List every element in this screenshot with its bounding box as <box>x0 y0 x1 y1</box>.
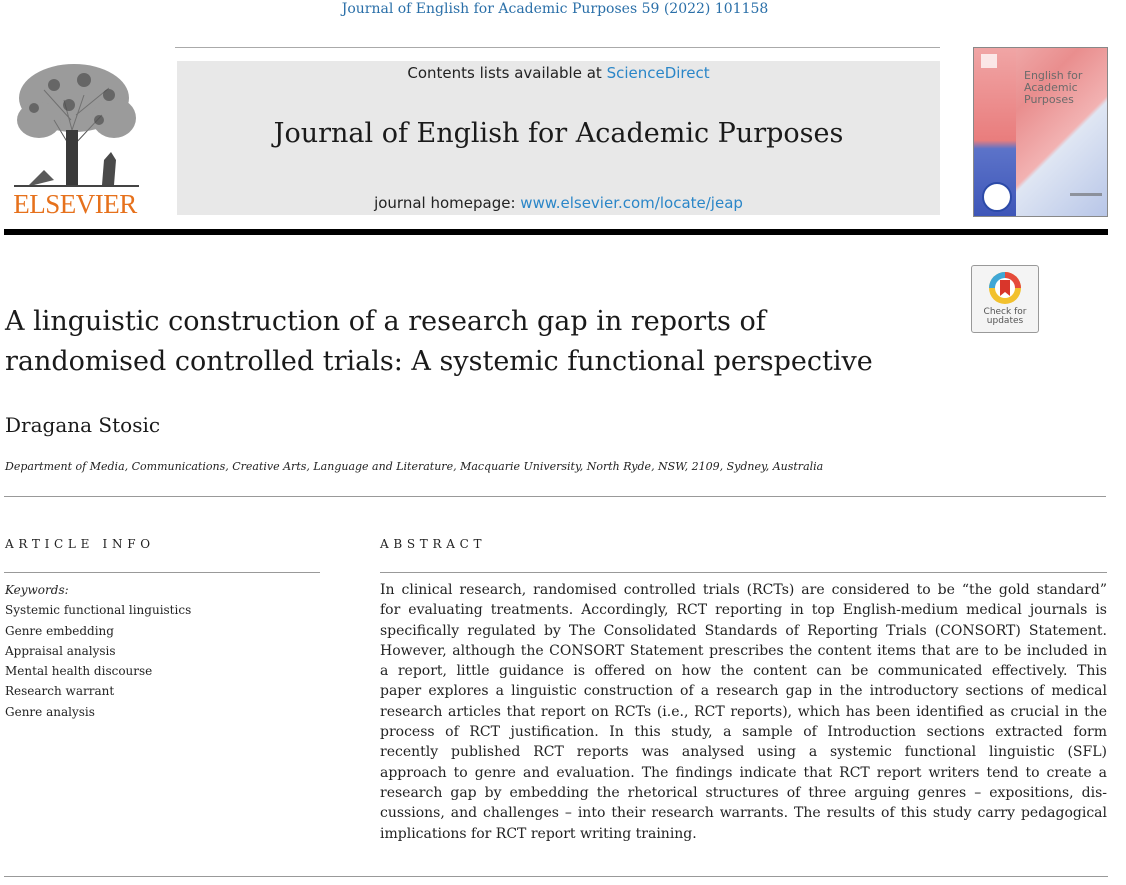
homepage-link[interactable]: www.elsevier.com/locate/jeap <box>520 194 743 212</box>
keyword-item: Genre embedding <box>5 623 114 638</box>
abstract-line: However, although the CONSORT Statement prescribes the content items that are to be included in <box>380 642 1107 659</box>
keyword-item: Genre analysis <box>5 704 95 719</box>
cover-title-line: English for <box>1024 69 1083 82</box>
cover-title-line: Academic <box>1024 81 1078 94</box>
publisher-wordmark: ELSEVIER <box>13 189 137 219</box>
abstract-line: research articles that report on RCTs (i.e., RCT reports), which has been identified as crucial in the <box>380 703 1107 720</box>
abstract-line: cussions, and challenges – into their research warrants. The results of this study carry pedagogical <box>380 805 1107 822</box>
abstract-line: paper explores a linguistic construction of a research gap in the introductory sections of medical <box>380 683 1107 700</box>
cover-title-line: Purposes <box>1024 93 1074 106</box>
cover-imprint-mark <box>1070 193 1102 196</box>
title-line: randomised controlled trials: A systemic functional perspective <box>5 346 873 377</box>
contents-prefix: Contents lists available at <box>407 64 602 82</box>
top-rule <box>175 47 940 48</box>
keyword-item: Systemic functional linguistics <box>5 603 192 618</box>
abstract-line: a report, little guidance is offered on how the content can be communicated effectively. This <box>380 663 1107 680</box>
abstract-rule <box>380 572 1107 573</box>
contents-line <box>177 63 940 83</box>
keyword-item: Appraisal analysis <box>5 643 116 658</box>
keywords-label: Keywords: <box>5 583 69 597</box>
elsevier-tree-icon <box>14 60 139 188</box>
abstract-body <box>380 580 1107 844</box>
article-info-heading: ARTICLE INFO <box>5 537 155 551</box>
abstract-line: approach to genre and evaluation. The findings indicate that RCT report writers tend to create a <box>380 764 1107 781</box>
abstract-line: for evaluating treatments. Accordingly, RCT reporting in top English-medium medical journals is <box>380 602 1107 619</box>
abstract-line: research gap by embedding the rhetorical structures of three arguing genres – expositions, dis- <box>380 784 1107 801</box>
cover-title <box>1024 70 1104 106</box>
check-for-updates-button[interactable] <box>971 265 1039 333</box>
check-label-line: updates <box>986 316 1024 326</box>
abstract-heading: ABSTRACT <box>380 537 487 551</box>
keywords-list <box>5 580 325 722</box>
abstract-line: recently published RCT reports was analysed using a systemic functional linguistic (SFL) <box>380 744 1107 761</box>
cover-elsevier-logo-icon <box>981 54 997 68</box>
author-name[interactable]: Dragana Stosic <box>5 413 161 437</box>
crossmark-icon <box>987 270 1023 306</box>
keyword-item: Mental health discourse <box>5 664 153 679</box>
abstract-line: process of RCT justification. In this study, a sample of Introduction sections extracted form <box>380 724 1107 741</box>
journal-name: Journal of English for Academic Purposes <box>273 118 844 149</box>
abstract-line: In clinical research, randomised controlled trials (RCTs) are considered to be “the gold standard” <box>380 582 1107 598</box>
homepage-prefix: journal homepage: <box>374 194 516 212</box>
check-for-updates-label <box>972 308 1038 326</box>
check-label-line: Check for <box>983 307 1027 317</box>
author-affiliation: Department of Media, Communications, Creative Arts, Language and Literature, Macquarie University, North Ryde, NSW, 2109, Sydney, Australia <box>5 460 824 473</box>
cover-seal-icon <box>982 182 1012 212</box>
sciencedirect-link[interactable]: ScienceDirect <box>606 64 710 82</box>
article-title <box>5 302 965 382</box>
article-info-rule <box>4 572 320 573</box>
header-rule <box>4 229 1108 235</box>
journal-banner <box>177 61 940 215</box>
homepage-line <box>177 193 940 213</box>
running-head: Journal of English for Academic Purposes 59 (2022) 101158 <box>341 1 769 17</box>
abstract-line: specifically regulated by The Consolidated Standards of Reporting Trials (CONSORT) Statement. <box>380 622 1107 639</box>
section-divider <box>4 496 1106 497</box>
publisher-logo <box>4 60 146 218</box>
footer-rule <box>4 876 1108 877</box>
title-line: A linguistic construction of a research gap in reports of <box>5 306 766 337</box>
abstract-line: implications for RCT report writing training. <box>380 825 697 842</box>
journal-cover-image[interactable] <box>973 47 1108 217</box>
keyword-item: Research warrant <box>5 684 115 699</box>
